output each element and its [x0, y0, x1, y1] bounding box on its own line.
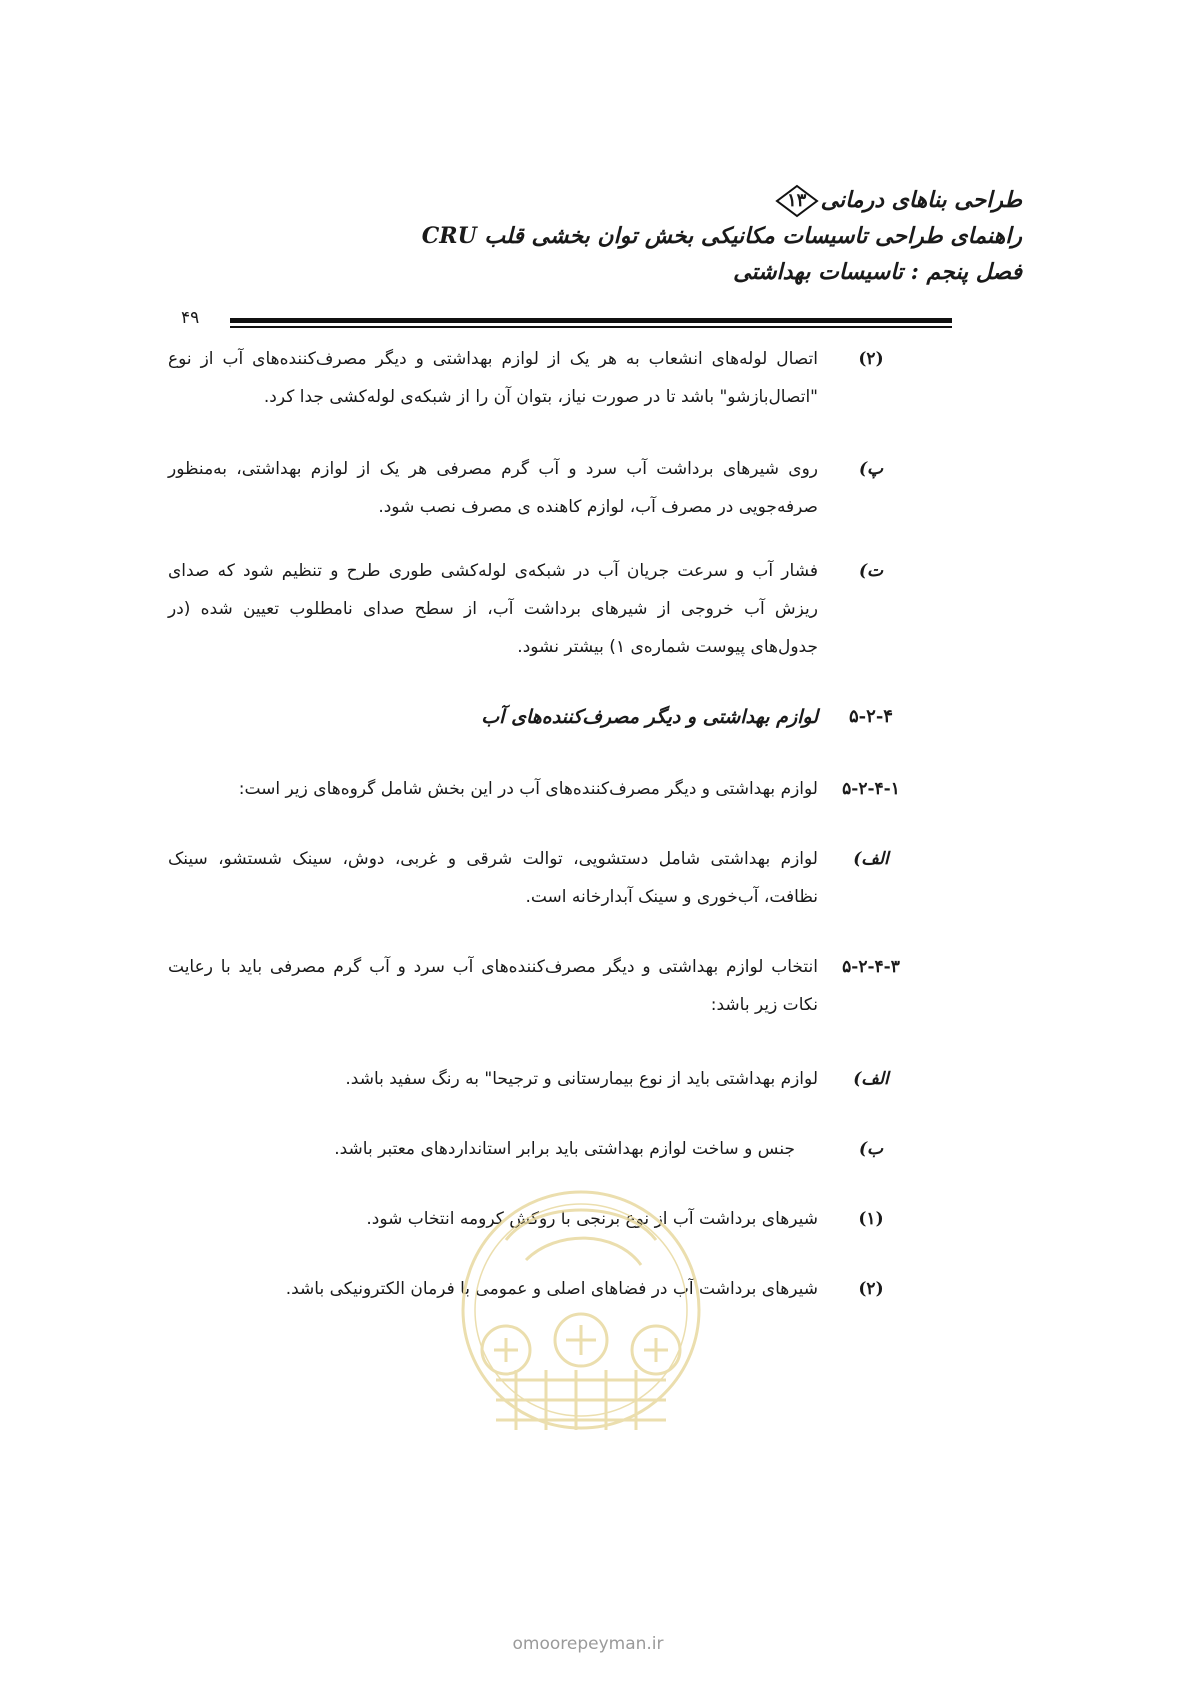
item-text: جنس و ساخت لوازم بهداشتی باید برابر استانداردهای معتبر باشد. [334, 1139, 795, 1159]
item-text: شیرهای برداشت آب در فضاهای اصلی و عمومی با فرمان الکترونیکی باشد. [285, 1279, 818, 1299]
item-marker: پ) [858, 459, 884, 479]
series-title-line [322, 182, 1022, 218]
item-text: لوازم بهداشتی و دیگر مصرف‌کننده‌های آب در این بخش شامل گروه‌های زیر است: [238, 779, 818, 799]
list-item [168, 770, 900, 808]
item-text: فشار آب و سرعت جریان آب در شبکه‌ی لوله‌کشی طوری طرح و تنظیم شود که صدای ریزش آب خروجی از شیرهای برداشت آب، از سطح صدای نامطلوب تعیین شده (در جدول‌های پیوست شماره‌ی ۱) بیشتر نشود. [168, 561, 818, 657]
watermark-url: omoorepeyman.ir [512, 1634, 664, 1654]
watermark-logo [446, 1180, 716, 1540]
list-item [168, 552, 884, 666]
section-number: ۵-۲-۴ [849, 706, 893, 727]
item-marker: الف) [853, 1069, 889, 1089]
header-rule [230, 318, 952, 328]
list-item [168, 450, 884, 526]
section-heading [168, 698, 893, 736]
item-marker: (۲) [858, 349, 884, 369]
list-item [318, 1060, 889, 1098]
clause-number: ۵-۲-۴-۱ [842, 779, 900, 799]
clause-number: ۵-۲-۴-۳ [842, 957, 900, 977]
item-marker: (۱) [858, 1209, 884, 1229]
watermark-logo-graphic [446, 1180, 716, 1540]
item-marker: ب) [858, 1139, 884, 1159]
item-text: لوازم بهداشتی باید از نوع بیمارستانی و ترجیحا" به رنگ سفید باشد. [345, 1069, 818, 1089]
section-title: لوازم بهداشتی و دیگر مصرف‌کننده‌های آب [481, 706, 818, 728]
item-marker: ت) [858, 561, 884, 581]
item-text: انتخاب لوازم بهداشتی و دیگر مصرف‌کننده‌های آب سرد و آب گرم مصرفی باید با رعایت نکات زیر باشد: [168, 957, 818, 1015]
list-item [168, 840, 889, 916]
list-item [315, 1130, 884, 1168]
chapter-title: فصل پنجم : تاسیسات بهداشتی [733, 259, 1022, 285]
item-text: اتصال لوله‌های انشعاب به هر یک از لوازم بهداشتی و دیگر مصرف‌کننده‌های آب از نوع "اتصال‌بازشو" باشد تا در صورت نیاز، بتوان آن را از شبکه‌ی لوله‌کشی جدا کرد. [168, 349, 818, 407]
item-text: روی شیرهای برداشت آب سرد و آب گرم مصرفی هر یک از لوازم بهداشتی، به‌منظور صرفه‌جویی در مصرف آب، لوازم کاهنده ی مصرف نصب شود. [168, 459, 818, 517]
series-number-badge [775, 184, 819, 218]
guide-title: راهنمای طراحی تاسیسات مکانیکی بخش توان بخشی قلب CRU [421, 223, 1022, 249]
item-text: شیرهای برداشت آب از نوع برنجی با روکش کرومه انتخاب شود. [366, 1209, 818, 1229]
list-item [168, 948, 900, 1024]
series-title: طراحی بناهای درمانی [820, 187, 1022, 213]
list-item [168, 340, 884, 416]
item-marker: الف) [853, 849, 889, 869]
page-header [322, 182, 1022, 290]
page-number: ۴۹ [181, 308, 200, 328]
series-number: ۱۳ [786, 190, 807, 211]
item-text: لوازم بهداشتی شامل دستشویی، توالت شرقی و غربی، دوش، سینک شستشو، سینک نظافت، آب‌خوری و سینک آبدارخانه است. [168, 849, 818, 907]
item-marker: (۲) [858, 1279, 884, 1299]
